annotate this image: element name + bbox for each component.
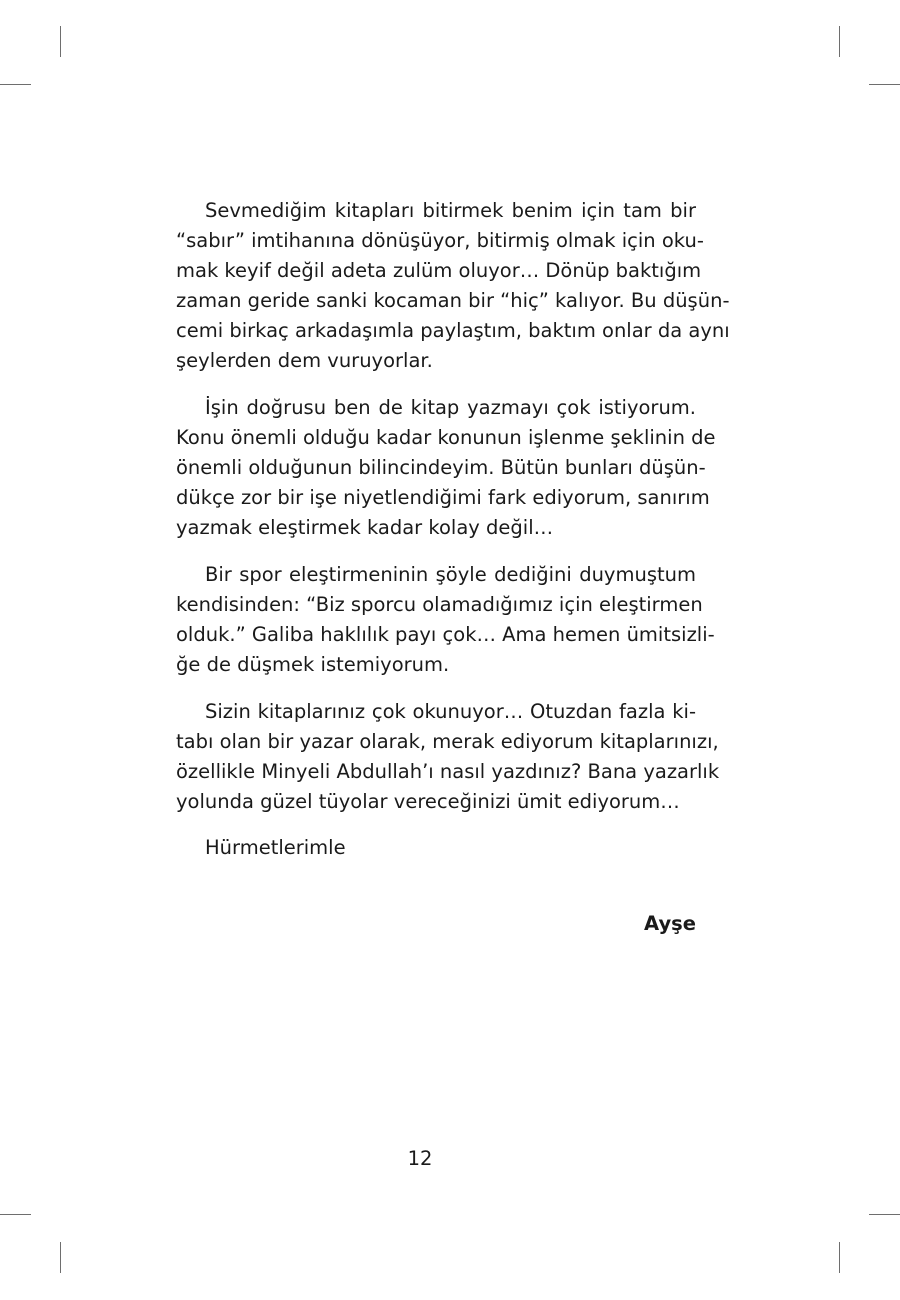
crop-mark-bottom-left-vertical <box>60 1242 61 1273</box>
crop-mark-top-right-vertical <box>839 26 840 57</box>
paragraph-line: mak keyif değil adeta zulüm oluyor… Dönüp baktığım <box>176 259 702 282</box>
closing-greeting: Hürmetlerimle <box>205 836 346 859</box>
paragraph-line: tabı olan bir yazar olarak, merak ediyorum kitaplarınızı, <box>176 730 719 753</box>
paragraph-line: ğe de düşmek istemiyorum. <box>176 653 450 676</box>
crop-mark-bottom-left-horizontal <box>0 1214 31 1215</box>
paragraph-line: özellikle Minyeli Abdullah’ı nasıl yazdınız? Bana yazarlık <box>176 760 720 783</box>
paragraph-line: Konu önemli olduğu kadar konunun işlenme şeklinin de <box>176 426 716 449</box>
page-number: 12 <box>407 1147 433 1170</box>
paragraph-line: cemi birkaç arkadaşımla paylaştım, baktım onlar da aynı <box>176 319 730 342</box>
paragraph-line: “sabır” imtihanına dönüşüyor, bitirmiş olmak için oku- <box>176 229 704 252</box>
paragraph-3 <box>176 560 715 680</box>
paragraph-line: olduk.” Galiba haklılık payı çok… Ama hemen ümitsizli- <box>176 623 715 646</box>
paragraph-line: kendisinden: “Biz sporcu olamadığımız için eleştirmen <box>176 593 703 616</box>
paragraph-line: Sevmediğim kitapları bitirmek benim için tam bir <box>205 199 696 222</box>
paragraph-4 <box>176 697 720 817</box>
crop-mark-top-left-vertical <box>60 26 61 57</box>
paragraph-line: şeylerden dem vuruyorlar. <box>176 349 433 372</box>
letter-body <box>176 196 730 863</box>
paragraph-line: dükçe zor bir işe niyetlendiğimi fark ediyorum, sanırım <box>176 486 710 509</box>
paragraph-line: Bir spor eleştirmeninin şöyle dediğini duymuştum <box>205 563 696 586</box>
crop-mark-bottom-right-horizontal <box>869 1214 900 1215</box>
paragraph-1 <box>176 196 730 376</box>
crop-mark-top-left-horizontal <box>0 84 31 85</box>
paragraph-line: önemli olduğunun bilincindeyim. Bütün bunları düşün- <box>176 456 706 479</box>
paragraph-2 <box>176 393 716 543</box>
paragraph-line: İşin doğrusu ben de kitap yazmayı çok istiyorum. <box>205 396 696 419</box>
paragraph-line: yazmak eleştirmek kadar kolay değil… <box>176 516 554 539</box>
crop-mark-bottom-right-vertical <box>839 1242 840 1273</box>
signature: Ayşe <box>644 912 696 935</box>
paragraph-line: Sizin kitaplarınız çok okunuyor… Otuzdan fazla ki- <box>205 700 696 723</box>
paragraph-line: zaman geride sanki kocaman bir “hiç” kalıyor. Bu düşün- <box>176 289 730 312</box>
crop-mark-top-right-horizontal <box>869 84 900 85</box>
paragraph-line: yolunda güzel tüyolar vereceğinizi ümit ediyorum… <box>176 790 680 813</box>
